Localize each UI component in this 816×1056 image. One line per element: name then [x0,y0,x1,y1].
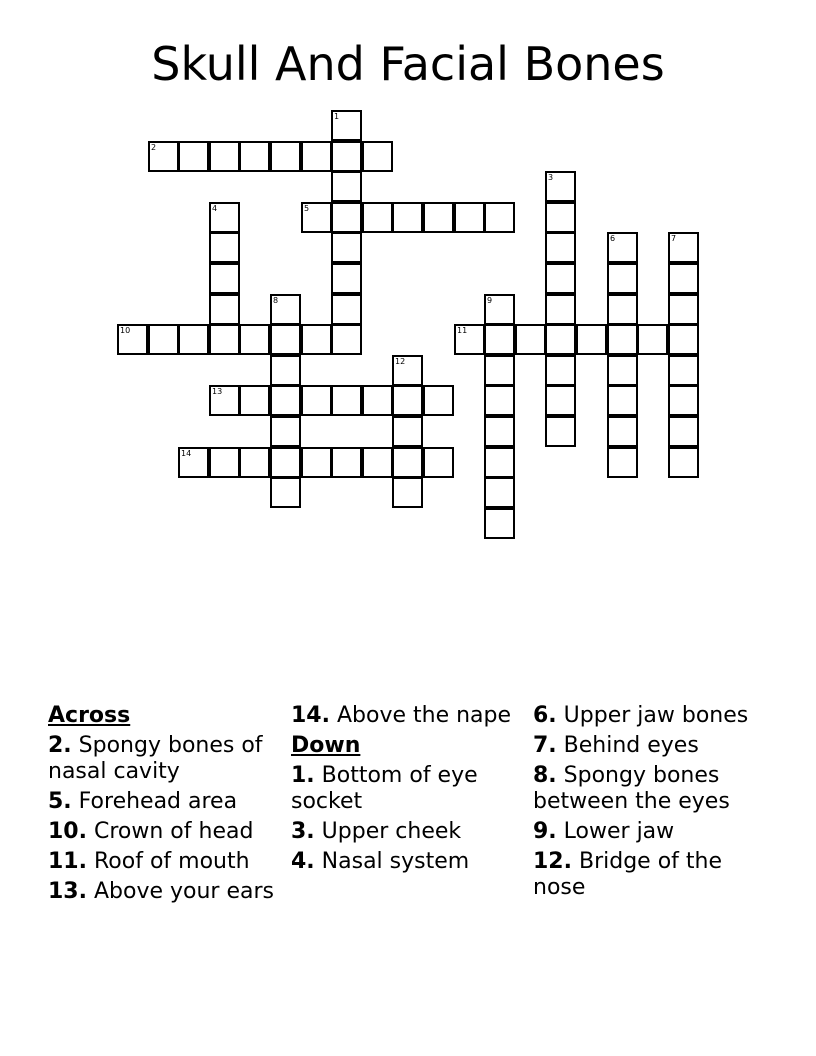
clue-text: Bridge of the nose [533,849,722,900]
clue-number: 2. [48,733,72,758]
grid-cell[interactable] [209,294,240,325]
grid-cell[interactable] [484,355,515,386]
grid-cell[interactable] [392,385,423,416]
grid-cell[interactable] [637,324,668,355]
cell-number: 8 [273,296,279,305]
grid-cell[interactable] [392,202,423,233]
grid-cell[interactable] [607,324,638,355]
grid-cell[interactable] [331,385,362,416]
cell-number: 1 [334,112,340,121]
grid-cell[interactable] [239,141,270,172]
clue-number: 13. [48,879,87,904]
grid-cell[interactable] [668,355,699,386]
grid-cell[interactable] [545,324,576,355]
grid-cell[interactable] [209,324,240,355]
clue-text: Above your ears [93,879,274,904]
grid-cell[interactable] [607,447,638,478]
across-clue[interactable] [291,703,519,729]
grid-cell[interactable] [239,324,270,355]
across-clue[interactable] [48,879,276,905]
clue-text: Upper jaw bones [563,703,749,728]
grid-cell[interactable] [117,324,148,355]
grid-cell[interactable] [607,263,638,294]
grid-cell[interactable] [331,324,362,355]
grid-cell[interactable] [545,171,576,202]
across-clue[interactable] [48,789,276,815]
down-clue[interactable] [291,849,519,875]
grid-cell[interactable] [484,294,515,325]
grid-cell[interactable] [484,447,515,478]
grid-cell[interactable] [668,324,699,355]
grid-cell[interactable] [270,324,301,355]
grid-cell[interactable] [178,324,209,355]
clue-number: 7. [533,733,557,758]
grid-cell[interactable] [423,385,454,416]
grid-cell[interactable] [270,355,301,386]
grid-cell[interactable] [270,294,301,325]
cell-number: 6 [610,234,616,243]
clue-number: 12. [533,849,572,874]
grid-cell[interactable] [607,355,638,386]
grid-cell[interactable] [362,141,393,172]
clue-column-1 [48,703,276,909]
clue-number: 11. [48,849,87,874]
clue-text: Spongy bones of nasal cavity [48,733,263,784]
grid-cell[interactable] [301,324,332,355]
grid-cell[interactable] [270,416,301,447]
grid-cell[interactable] [484,202,515,233]
cell-number: 3 [548,173,554,182]
grid-cell[interactable] [239,447,270,478]
grid-cell[interactable] [668,416,699,447]
clue-column-3 [533,703,761,905]
down-clue[interactable] [533,819,761,845]
down-clue[interactable] [291,819,519,845]
clue-text: Roof of mouth [93,849,250,874]
clue-text: Spongy bones between the eyes [533,763,730,814]
clue-number: 10. [48,819,87,844]
cell-number: 11 [457,326,468,335]
grid-cell[interactable] [331,202,362,233]
grid-cell[interactable] [331,171,362,202]
clue-number: 14. [291,703,330,728]
clue-number: 8. [533,763,557,788]
clue-number: 6. [533,703,557,728]
grid-cell[interactable] [607,385,638,416]
grid-cell[interactable] [270,141,301,172]
grid-cell[interactable] [607,232,638,263]
grid-cell[interactable] [209,202,240,233]
grid-cell[interactable] [423,202,454,233]
grid-cell[interactable] [545,232,576,263]
grid-cell[interactable] [209,232,240,263]
grid-cell[interactable] [270,477,301,508]
grid-cell[interactable] [423,447,454,478]
grid-cell[interactable] [545,355,576,386]
grid-cell[interactable] [270,385,301,416]
grid-cell[interactable] [331,447,362,478]
grid-cell[interactable] [484,508,515,539]
clue-column-2 [291,703,519,879]
cell-number: 13 [212,387,223,396]
grid-cell[interactable] [484,324,515,355]
grid-cell[interactable] [484,477,515,508]
grid-cell[interactable] [301,141,332,172]
grid-cell[interactable] [545,202,576,233]
clue-number: 4. [291,849,315,874]
grid-cell[interactable] [454,324,485,355]
grid-cell[interactable] [515,324,546,355]
down-clue[interactable] [291,763,519,815]
clue-number: 5. [48,789,72,814]
grid-cell[interactable] [331,110,362,141]
grid-cell[interactable] [362,202,393,233]
clue-text: Nasal system [321,849,470,874]
clue-number: 1. [291,763,315,788]
clue-text: Bottom of eye socket [291,763,478,814]
clue-text: Upper cheek [321,819,462,844]
grid-cell[interactable] [607,294,638,325]
clue-number: 9. [533,819,557,844]
grid-cell[interactable] [668,447,699,478]
grid-cell[interactable] [484,416,515,447]
grid-cell[interactable] [301,447,332,478]
grid-cell[interactable] [545,385,576,416]
down-clue[interactable] [533,849,761,901]
across-clue[interactable] [48,819,276,845]
grid-cell[interactable] [148,324,179,355]
cell-number: 5 [304,204,310,213]
grid-cell[interactable] [209,141,240,172]
grid-cell[interactable] [607,416,638,447]
cell-number: 14 [181,449,192,458]
grid-cell[interactable] [331,141,362,172]
grid-cell[interactable] [148,141,179,172]
grid-cell[interactable] [545,416,576,447]
cell-number: 10 [120,326,131,335]
down-clue[interactable] [533,703,761,729]
grid-cell[interactable] [454,202,485,233]
down-heading: Down [291,733,361,758]
grid-cell[interactable] [576,324,607,355]
cell-number: 4 [212,204,218,213]
grid-cell[interactable] [545,263,576,294]
grid-cell[interactable] [301,202,332,233]
grid-cell[interactable] [392,447,423,478]
grid-cell[interactable] [331,232,362,263]
grid-cell[interactable] [392,477,423,508]
grid-cell[interactable] [209,263,240,294]
clue-text: Forehead area [78,789,238,814]
clue-text: Lower jaw [563,819,675,844]
grid-cell[interactable] [239,385,270,416]
grid-cell[interactable] [209,447,240,478]
grid-cell[interactable] [331,263,362,294]
grid-cell[interactable] [362,447,393,478]
clue-text: Behind eyes [563,733,699,758]
grid-cell[interactable] [668,294,699,325]
down-clue[interactable] [533,763,761,815]
grid-cell[interactable] [668,385,699,416]
clue-text: Crown of head [93,819,254,844]
across-clue[interactable] [48,733,276,785]
page-title: Skull And Facial Bones [151,37,665,91]
grid-cell[interactable] [178,447,209,478]
clue-number: 3. [291,819,315,844]
grid-cell[interactable] [362,385,393,416]
grid-cell[interactable] [668,263,699,294]
cell-number: 9 [487,296,493,305]
down-clue[interactable] [533,733,761,759]
grid-cell[interactable] [331,294,362,325]
grid-cell[interactable] [209,385,240,416]
grid-cell[interactable] [392,416,423,447]
cell-number: 12 [395,357,406,366]
grid-cell[interactable] [392,355,423,386]
across-heading: Across [48,703,131,728]
cell-number: 2 [151,143,157,152]
grid-cell[interactable] [545,294,576,325]
grid-cell[interactable] [668,232,699,263]
grid-cell[interactable] [270,447,301,478]
across-clue[interactable] [48,849,276,875]
grid-cell[interactable] [301,385,332,416]
grid-cell[interactable] [178,141,209,172]
grid-cell[interactable] [484,385,515,416]
clue-text: Above the nape [336,703,512,728]
cell-number: 7 [671,234,677,243]
